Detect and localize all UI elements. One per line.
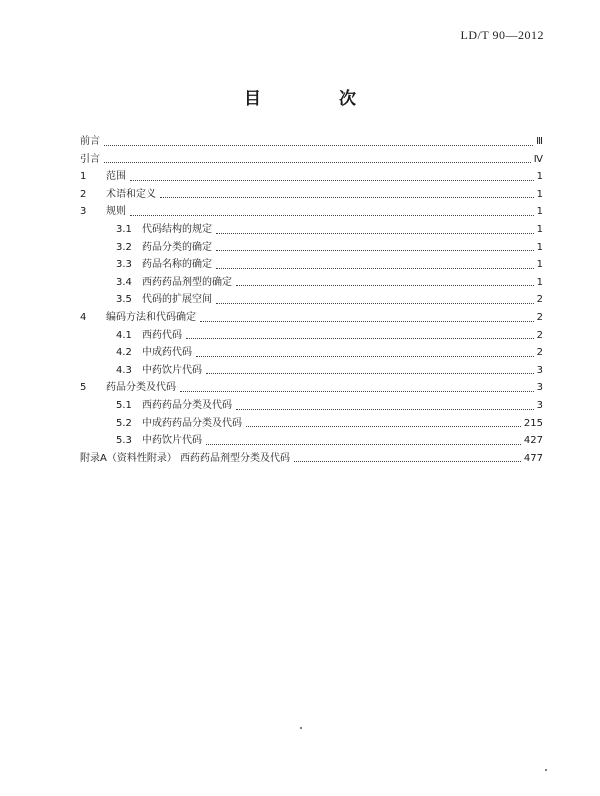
toc-leader-dots	[294, 460, 521, 462]
toc-entry-page: 2	[536, 294, 543, 306]
toc-leader-dots	[216, 232, 534, 234]
toc-entry-number: 3.1	[116, 223, 132, 235]
toc-entry[interactable]	[80, 186, 543, 204]
toc-leader-dots	[104, 161, 531, 163]
toc-entry-label: 规则	[106, 206, 126, 218]
toc-entry-page: 3	[536, 382, 543, 394]
toc-leader-dots	[186, 337, 534, 339]
toc-entry-label: 中成药代码	[142, 347, 192, 359]
toc-entry-label: 药品分类及代码	[106, 382, 176, 394]
toc-entry-page: 215	[523, 417, 543, 429]
toc-entry-page: 1	[536, 259, 543, 271]
toc-entry-label: 术语和定义	[106, 188, 156, 200]
toc-entry-number: 3.3	[116, 259, 132, 271]
toc-entry-label: 范围	[106, 171, 126, 183]
toc-entry-page: Ⅲ	[536, 136, 543, 147]
toc-entry[interactable]	[80, 168, 543, 186]
toc-entry-number: 4.3	[116, 364, 132, 376]
toc-entry-number: 1	[80, 171, 87, 183]
toc-leader-dots	[236, 284, 534, 286]
toc-entry[interactable]	[80, 291, 543, 309]
toc-entry-number: 4	[80, 311, 87, 323]
toc-entry-page: Ⅳ	[533, 153, 543, 165]
toc-entry-number: 3	[80, 206, 87, 218]
toc-entry-label: 引言	[80, 153, 100, 165]
toc-entry[interactable]	[80, 151, 543, 169]
toc-entry-label: 药品分类的确定	[142, 241, 212, 253]
toc-entry-number: 5	[80, 382, 87, 394]
toc-entry-label: 代码结构的规定	[142, 223, 212, 235]
toc-entry[interactable]	[80, 256, 543, 274]
toc-leader-dots	[216, 302, 534, 304]
toc-entry-page: 2	[536, 329, 543, 341]
toc-entry-label: 前言	[80, 136, 100, 147]
toc-entry-number: 5.3	[116, 435, 132, 447]
toc-entry-number: 3.2	[116, 241, 132, 253]
toc-leader-dots	[206, 443, 521, 445]
toc-leader-dots	[236, 408, 534, 410]
toc-entry-number: 4.2	[116, 347, 132, 359]
toc-entry[interactable]	[80, 221, 543, 239]
toc-entry[interactable]	[80, 379, 543, 397]
toc-entry-page: 3	[536, 399, 543, 411]
toc-leader-dots	[180, 390, 534, 392]
toc-entry-number: 5.2	[116, 417, 132, 429]
toc-leader-dots	[130, 179, 534, 181]
toc-entry-page: 1	[536, 276, 543, 288]
toc-leader-dots	[104, 144, 533, 146]
page-title: 目 次	[244, 89, 392, 109]
toc-leader-dots	[130, 214, 534, 216]
toc-leader-dots	[206, 372, 534, 374]
toc-entry-label: 药品名称的确定	[142, 259, 212, 271]
toc-entry-number: 3.5	[116, 294, 132, 306]
toc-entry-page: 427	[523, 435, 543, 447]
toc-leader-dots	[246, 425, 521, 427]
toc-entry[interactable]	[80, 239, 543, 257]
toc-entry[interactable]	[80, 327, 543, 345]
toc-entry-page: 2	[536, 311, 543, 323]
toc-entry[interactable]	[80, 309, 543, 327]
toc-entry[interactable]	[80, 397, 543, 415]
toc-entry-label: 附录A（资料性附录） 西药药品剂型分类及代码	[80, 452, 291, 464]
toc-entry-label: 西药代码	[142, 329, 182, 341]
toc-leader-dots	[196, 355, 534, 357]
toc-entry-label: 西药药品剂型的确定	[142, 276, 232, 288]
toc-entry[interactable]	[80, 133, 543, 151]
toc-entry-label: 中成药药品分类及代码	[142, 417, 242, 429]
toc-entry[interactable]	[80, 274, 543, 292]
toc-entry[interactable]	[80, 362, 543, 380]
toc-leader-dots	[200, 320, 534, 322]
toc-entry[interactable]	[80, 432, 543, 450]
toc-entry[interactable]	[80, 344, 543, 362]
toc-entry-page: 477	[523, 452, 543, 464]
table-of-contents	[80, 133, 543, 467]
toc-entry-page: 2	[536, 347, 543, 359]
toc-entry-page: 1	[536, 188, 543, 200]
toc-leader-dots	[216, 267, 534, 269]
toc-entry-number: 2	[80, 188, 87, 200]
toc-entry-number: 5.1	[116, 399, 132, 411]
speck-mark	[300, 727, 302, 729]
toc-entry-number: 3.4	[116, 276, 132, 288]
toc-entry-label: 编码方法和代码确定	[106, 311, 196, 323]
toc-entry-label: 中药饮片代码	[142, 364, 202, 376]
standard-number: LD/T 90—2012	[460, 28, 544, 42]
toc-leader-dots	[216, 249, 534, 251]
toc-entry[interactable]	[80, 415, 543, 433]
toc-leader-dots	[160, 196, 534, 198]
toc-entry-number: 4.1	[116, 329, 132, 341]
toc-entry-page: 1	[536, 171, 543, 183]
toc-entry-label: 中药饮片代码	[142, 435, 202, 447]
speck-mark	[545, 769, 547, 771]
toc-entry-page: 1	[536, 206, 543, 218]
toc-entry-page: 1	[536, 223, 543, 235]
toc-entry[interactable]	[80, 450, 543, 468]
toc-entry-page: 1	[536, 241, 543, 253]
toc-entry-page: 3	[536, 364, 543, 376]
toc-entry[interactable]	[80, 203, 543, 221]
toc-entry-label: 西药药品分类及代码	[142, 399, 232, 411]
toc-entry-label: 代码的扩展空间	[142, 294, 212, 306]
